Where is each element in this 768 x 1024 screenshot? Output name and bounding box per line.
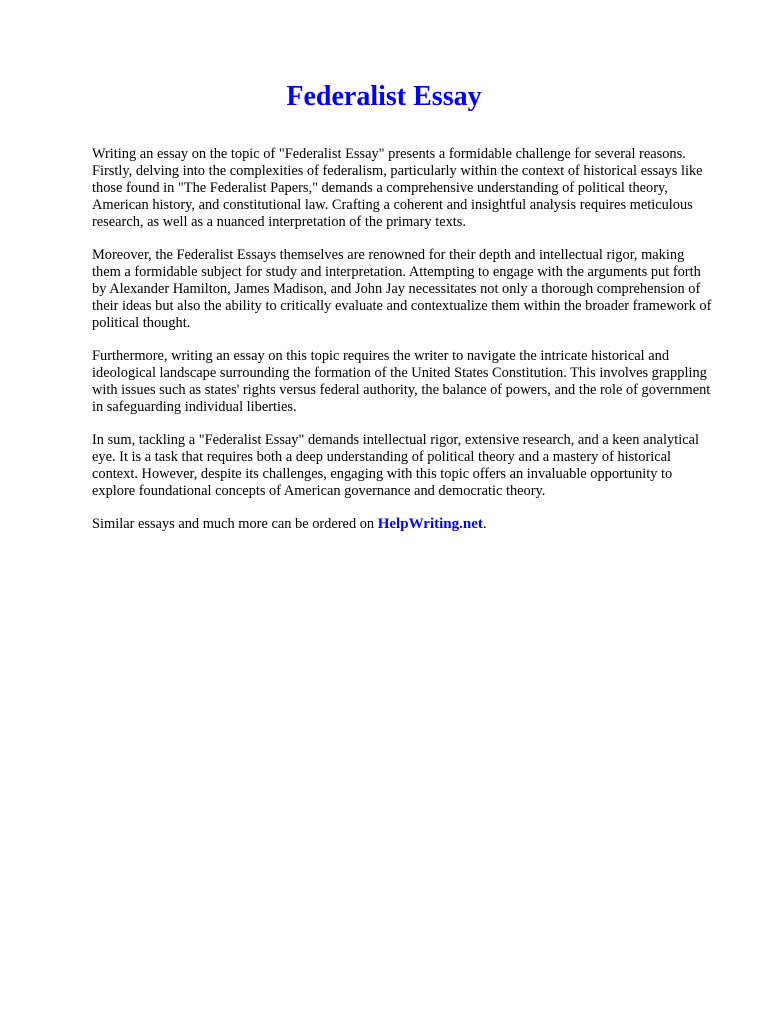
- page-title: Federalist Essay: [286, 81, 482, 112]
- footer-prefix: Similar essays and much more can be ordered on: [92, 516, 378, 532]
- footer-line: [92, 516, 714, 533]
- paragraph-4: In sum, tackling a "Federalist Essay" demands intellectual rigor, extensive research, and a keen analytical eye. It is a task that requires both a deep understanding of political theory and a mastery of historical context. However, despite its challenges, engaging with this topic offers an invaluable opportunity to explore foundational concepts of American governance and democratic theory.: [92, 432, 699, 499]
- helpwriting-link[interactable]: HelpWriting.net: [377, 516, 483, 532]
- footer-suffix: .: [482, 516, 487, 532]
- paragraph-2: Moreover, the Federalist Essays themselves are renowned for their depth and intellectual rigor, making them a formidable subject for study and interpretation. Attempting to engage with the arguments put forth by Alexander Hamilton, James Madison, and John Jay necessitates not only a thorough comprehension of their ideas but also the ability to critically evaluate and contextualize them within the broader framework of political thought.: [92, 247, 712, 331]
- paragraph-1: Writing an essay on the topic of "Federalist Essay" presents a formidable challenge for several reasons. Firstly, delving into the complexities of federalism, particularly within the context of historical essays like those found in "The Federalist Papers," demands a comprehensive understanding of political theory, American history, and constitutional law. Crafting a coherent and insightful analysis requires meticulous research, as well as a nuanced interpretation of the primary texts.: [92, 146, 703, 230]
- essay-body: [92, 146, 714, 549]
- paragraph-3: Furthermore, writing an essay on this topic requires the writer to navigate the intricate historical and ideological landscape surrounding the formation of the United States Constitution. This involves grappling with issues such as states' rights versus federal authority, the balance of powers, and the role of government in safeguarding individual liberties.: [92, 348, 711, 415]
